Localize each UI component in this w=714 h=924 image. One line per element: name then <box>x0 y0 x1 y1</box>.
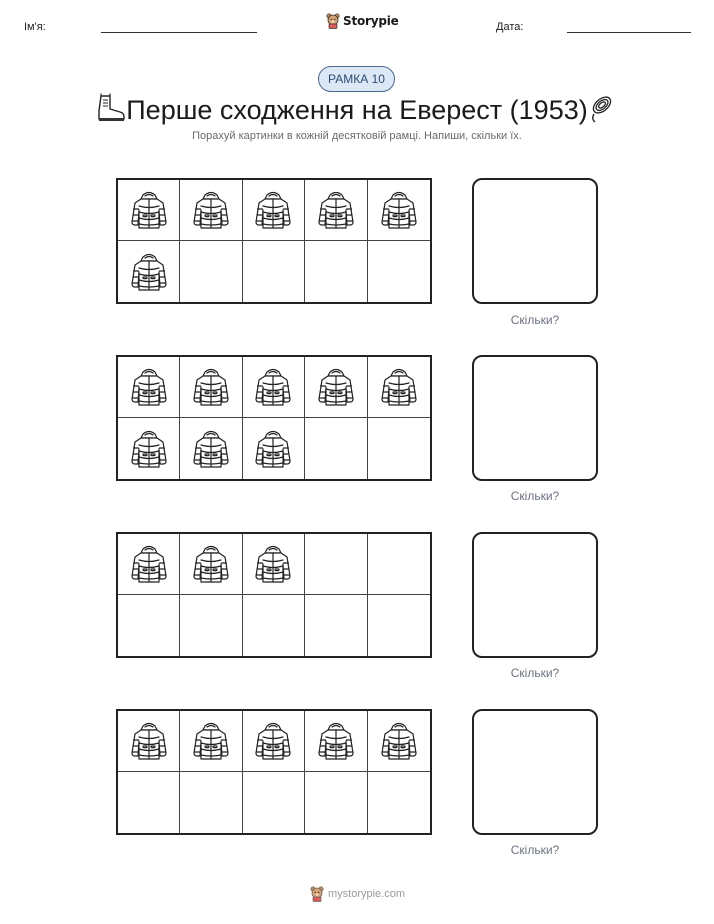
frame-cell <box>180 418 242 479</box>
puffer-jacket-icon <box>314 188 358 232</box>
frame-cell <box>305 772 367 833</box>
puffer-jacket-icon <box>251 719 295 763</box>
puffer-jacket-icon <box>189 427 233 471</box>
frame-cell <box>243 418 305 479</box>
frame-badge: РАМКА 10 <box>318 66 395 92</box>
frame-cell <box>118 711 180 772</box>
puffer-jacket-icon <box>127 188 171 232</box>
ten-frame-3 <box>116 532 432 658</box>
puffer-jacket-icon <box>127 365 171 409</box>
ten-frame-4 <box>116 709 432 835</box>
frame-cell <box>118 595 180 656</box>
answer-prompt-1: Скільки? <box>510 313 560 327</box>
puffer-jacket-icon <box>251 542 295 586</box>
storypie-bear-icon <box>326 13 340 29</box>
frame-cell <box>368 180 430 241</box>
frame-cell <box>118 534 180 595</box>
puffer-jacket-icon <box>189 188 233 232</box>
puffer-jacket-icon <box>251 188 295 232</box>
frame-cell <box>305 534 367 595</box>
brand-name: Storypie <box>343 14 399 28</box>
name-label: Ім'я: <box>24 21 46 33</box>
page-title: Перше сходження на Еверест (1953) <box>126 95 588 125</box>
footer <box>310 886 405 902</box>
frame-cell <box>368 418 430 479</box>
frame-cell <box>305 711 367 772</box>
frame-cell <box>118 180 180 241</box>
puffer-jacket-icon <box>314 719 358 763</box>
puffer-jacket-icon <box>251 427 295 471</box>
storypie-bear-icon <box>310 886 324 902</box>
puffer-jacket-icon <box>127 427 171 471</box>
frame-cell <box>243 357 305 418</box>
frame-cell <box>368 241 430 302</box>
frame-cell <box>180 357 242 418</box>
puffer-jacket-icon <box>314 365 358 409</box>
answer-prompt-2: Скільки? <box>510 489 560 503</box>
puffer-jacket-icon <box>127 250 171 294</box>
frame-cell <box>305 418 367 479</box>
frame-cell <box>180 595 242 656</box>
puffer-jacket-icon <box>377 719 421 763</box>
frame-cell <box>368 772 430 833</box>
instructions: Порахуй картинки в кожній десятковій рамці. Напиши, скільки їх. <box>192 130 522 142</box>
frame-cell <box>243 772 305 833</box>
puffer-jacket-icon <box>377 365 421 409</box>
footer-url: mystorypie.com <box>328 888 406 900</box>
frame-cell <box>243 711 305 772</box>
frame-cell <box>305 357 367 418</box>
puffer-jacket-icon <box>189 542 233 586</box>
frame-cell <box>180 180 242 241</box>
frame-cell <box>368 711 430 772</box>
answer-box-3[interactable] <box>472 532 598 658</box>
frame-cell <box>180 241 242 302</box>
puffer-jacket-icon <box>127 542 171 586</box>
puffer-jacket-icon <box>127 719 171 763</box>
frame-cell <box>368 534 430 595</box>
answer-box-2[interactable] <box>472 355 598 481</box>
answer-box-1[interactable] <box>472 178 598 304</box>
brand-logo <box>326 13 399 29</box>
frame-cell <box>368 595 430 656</box>
frame-cell <box>118 772 180 833</box>
frame-cell <box>243 241 305 302</box>
frame-cell <box>118 241 180 302</box>
date-label: Дата: <box>496 21 524 33</box>
answer-prompt-3: Скільки? <box>510 666 560 680</box>
frame-cell <box>180 534 242 595</box>
puffer-jacket-icon <box>377 188 421 232</box>
frame-cell <box>305 595 367 656</box>
name-write-line[interactable] <box>101 32 257 33</box>
frame-cell <box>243 180 305 241</box>
puffer-jacket-icon <box>251 365 295 409</box>
frame-cell <box>305 241 367 302</box>
frame-cell <box>305 180 367 241</box>
frame-cell <box>368 357 430 418</box>
date-write-line[interactable] <box>567 32 691 33</box>
ten-frame-1 <box>116 178 432 304</box>
answer-box-4[interactable] <box>472 709 598 835</box>
frame-cell <box>180 772 242 833</box>
ten-frame-2 <box>116 355 432 481</box>
frame-cell <box>118 418 180 479</box>
puffer-jacket-icon <box>189 719 233 763</box>
answer-prompt-4: Скільки? <box>510 843 560 857</box>
frame-cell <box>243 595 305 656</box>
puffer-jacket-icon <box>189 365 233 409</box>
frame-cell <box>180 711 242 772</box>
frame-cell <box>243 534 305 595</box>
frame-cell <box>118 357 180 418</box>
